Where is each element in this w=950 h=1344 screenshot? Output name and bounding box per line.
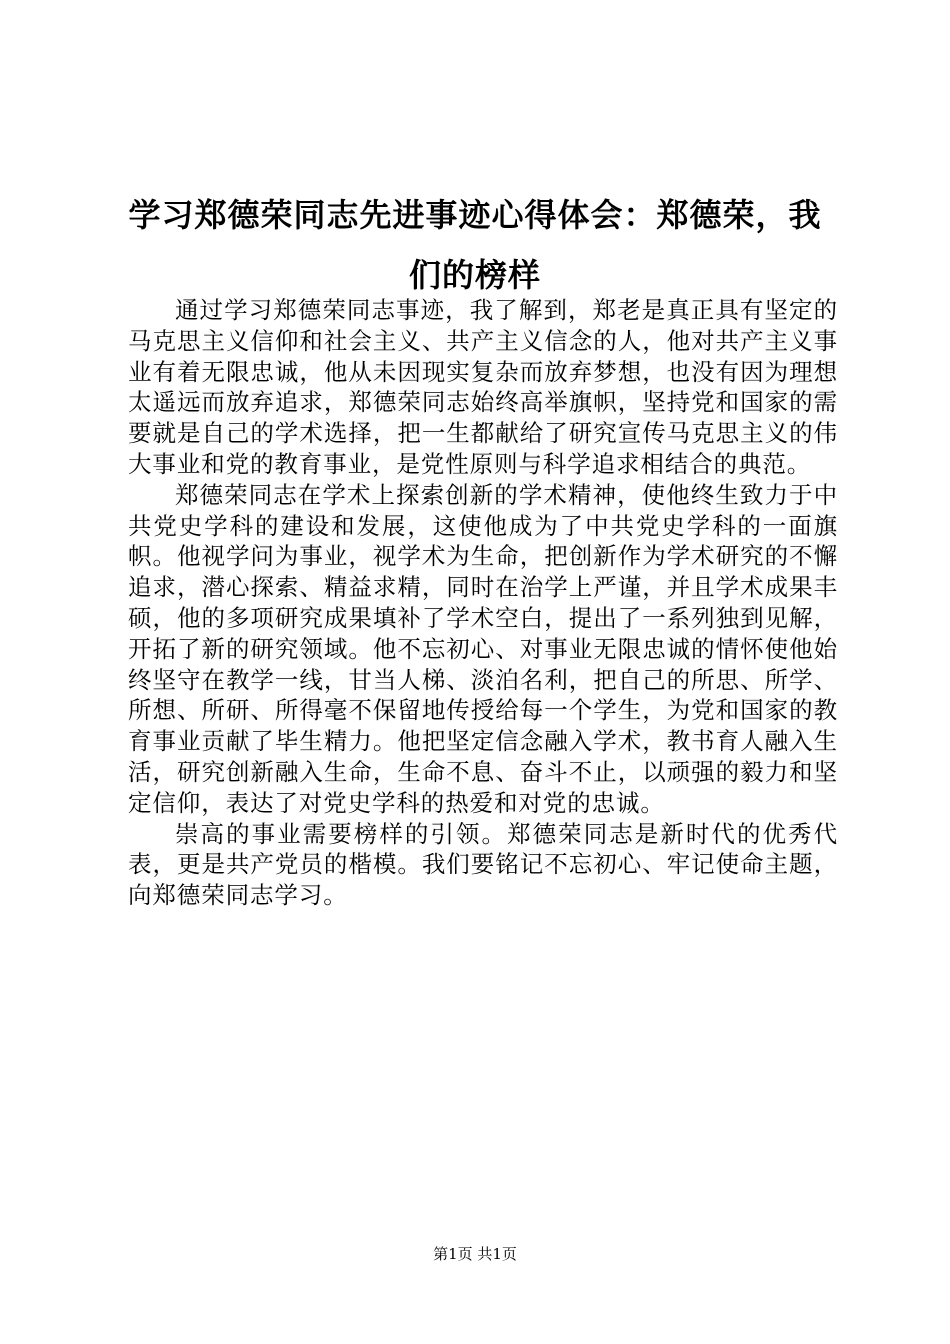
paragraph-1: 通过学习郑德荣同志事迹，我了解到，郑老是真正具有坚定的马克思主义信仰和社会主义、共产主义信念的人，他对共产主义事业有着无限忠诚，他从未因现实复杂而放弃梦想，也没有因为理想太遥远而放弃追求，郑德荣同志始终高举旗帜，坚持党和国家的需要就是自己的学术选择，把一生都献给了研究宣传马克思主义的伟大事业和党的教育事业，是党性原则与科学追求相结合的典范。 [128,296,838,478]
document-title: 学习郑德荣同志先进事迹心得体会：郑德荣，我们的榜样 [128,196,822,294]
page-footer: 第1页 共1页 [433,1245,517,1263]
paragraph-2: 郑德荣同志在学术上探索创新的学术精神，使他终生致力于中共党史学科的建设和发展，这使他成为了中共党史学科的一面旗帜。他视学问为事业，视学术为生命，把创新作为学术研究的不懈追求，潜心探索、精益求精，同时在治学上严谨，并且学术成果丰硕，他的多项研究成果填补了学术空白，提出了一系列独到见解，开拓了新的研究领域。他不忘初心、对事业无限忠诚的情怀使他始终坚守在教学一线，甘当人梯、淡泊名利，把自己的所思、所学、所想、所研、所得毫不保留地传授给每一个学生，为党和国家的教育事业贡献了毕生精力。他把坚定信念融入学术，教书育人融入生活，研究创新融入生命，生命不息、奋斗不止，以顽强的毅力和坚定信仰，表达了对党史学科的热爱和对党的忠诚。 [128,480,838,817]
document-body [128,295,838,911]
paragraph-3: 崇高的事业需要榜样的引领。郑德荣同志是新时代的优秀代表，更是共产党员的楷模。我们要铭记不忘初心、牢记使命主题，向郑德荣同志学习。 [128,819,838,910]
